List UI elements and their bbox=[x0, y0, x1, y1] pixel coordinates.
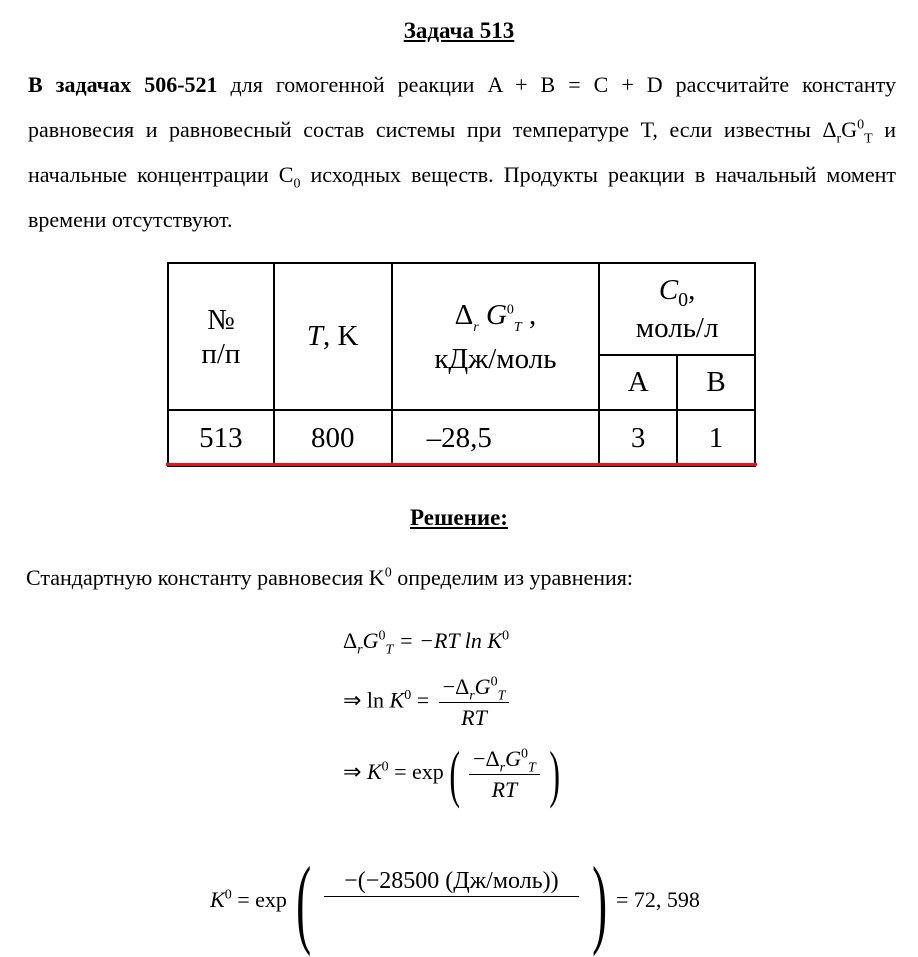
sup: 0 bbox=[378, 628, 386, 644]
fraction bbox=[469, 744, 540, 805]
cell-a: 3 bbox=[599, 410, 677, 466]
eq-part: −Δ bbox=[473, 745, 500, 771]
denominator: RT bbox=[491, 776, 518, 802]
sup: 0 bbox=[381, 759, 389, 775]
right-paren: ) bbox=[549, 738, 560, 809]
sup: 0 bbox=[521, 746, 529, 762]
sup: 0 bbox=[502, 628, 510, 644]
sub: T bbox=[864, 131, 873, 147]
sup: 0 bbox=[384, 565, 392, 581]
cell-temp: 800 bbox=[274, 410, 392, 466]
left-paren: ( bbox=[449, 738, 460, 809]
equation-4 bbox=[210, 846, 700, 957]
symbol: G bbox=[841, 117, 858, 142]
header-temp bbox=[274, 263, 392, 410]
result: = 72, 598 bbox=[615, 887, 700, 913]
problem-statement bbox=[28, 62, 896, 242]
numerator: −(−28500 (Дж/моль)) bbox=[324, 866, 578, 897]
header-text: моль/л bbox=[635, 312, 719, 344]
cell-num: 513 bbox=[168, 410, 274, 466]
intro-text bbox=[26, 565, 633, 591]
header-text: , bbox=[521, 298, 537, 331]
statement-text: для гомогенной реакции A + B = C + D рассчитайте константу равновесия и равновесный состав системы при температуре T, если известны Δ bbox=[28, 72, 896, 142]
table-underline bbox=[166, 463, 757, 466]
problem-range: В задачах 506-521 bbox=[28, 72, 218, 97]
eq-part: ⇒ ln bbox=[343, 687, 390, 713]
statement-text: и начальные концентрации C bbox=[28, 117, 897, 187]
sup: 0 bbox=[506, 301, 514, 317]
sup: 0 bbox=[224, 887, 232, 903]
data-table bbox=[167, 262, 756, 467]
sup: 0 bbox=[490, 674, 498, 690]
equation-1 bbox=[343, 628, 510, 658]
left-paren: ( bbox=[296, 846, 312, 957]
sub: T bbox=[528, 759, 536, 775]
sub: T bbox=[385, 642, 394, 658]
eq-part: = bbox=[411, 687, 435, 713]
header-a: A bbox=[599, 355, 677, 410]
cell-b: 1 bbox=[677, 410, 755, 466]
statement-text: исходных веществ. Продукты реакции в начальный момент времени отсутствуют. bbox=[28, 162, 896, 232]
table-row bbox=[168, 410, 755, 466]
sub: r bbox=[469, 688, 475, 704]
problem-title: Задача 513 bbox=[403, 18, 515, 43]
header-text: , K bbox=[323, 320, 359, 352]
eq-part: K bbox=[210, 887, 225, 913]
denominator: RT bbox=[461, 705, 487, 730]
eq-part: −Δ bbox=[442, 674, 470, 699]
header-text: C bbox=[658, 274, 679, 306]
sup: 0 bbox=[857, 117, 865, 133]
header-dg bbox=[392, 263, 600, 410]
eq-part: = −RT ln K bbox=[393, 628, 503, 653]
eq-part: ⇒ bbox=[343, 759, 367, 785]
sup: 0 bbox=[404, 688, 412, 704]
header-text: кДж/моль bbox=[434, 342, 557, 375]
header-text: № bbox=[207, 303, 235, 336]
eq-part: K bbox=[366, 759, 382, 785]
sub: T bbox=[513, 319, 522, 335]
sub: r bbox=[473, 319, 479, 335]
fraction bbox=[324, 866, 578, 897]
sub: T bbox=[497, 688, 506, 704]
header-text: п/п bbox=[201, 337, 241, 370]
sub: r bbox=[836, 131, 842, 147]
eq-part: = exp bbox=[388, 759, 444, 785]
header-text: G bbox=[485, 298, 507, 331]
eq-part: G bbox=[474, 674, 491, 699]
eq-part: Δ bbox=[343, 628, 358, 653]
equation-3 bbox=[343, 738, 565, 809]
sub: r bbox=[499, 759, 506, 775]
equation-2 bbox=[343, 672, 513, 733]
header-text: , bbox=[688, 274, 696, 306]
eq-part: K bbox=[389, 687, 405, 713]
intro-part: определим из уравнения: bbox=[391, 565, 634, 590]
solution-title: Решение: bbox=[410, 505, 508, 530]
header-b: B bbox=[677, 355, 755, 410]
header-num bbox=[168, 263, 274, 410]
cell-dg: –28,5 bbox=[392, 410, 600, 466]
sub: 0 bbox=[678, 288, 689, 311]
eq-part: = exp bbox=[231, 887, 287, 913]
sub: r bbox=[357, 642, 363, 658]
fraction bbox=[439, 672, 510, 733]
eq-part: G bbox=[362, 628, 379, 653]
right-paren: ) bbox=[591, 846, 607, 957]
intro-part: Стандартную константу равновесия K bbox=[26, 565, 385, 590]
sub: 0 bbox=[293, 176, 301, 192]
eq-part: G bbox=[505, 745, 522, 771]
header-text: Δ bbox=[454, 298, 474, 331]
header-text: T bbox=[306, 320, 324, 352]
header-c0 bbox=[599, 263, 755, 355]
